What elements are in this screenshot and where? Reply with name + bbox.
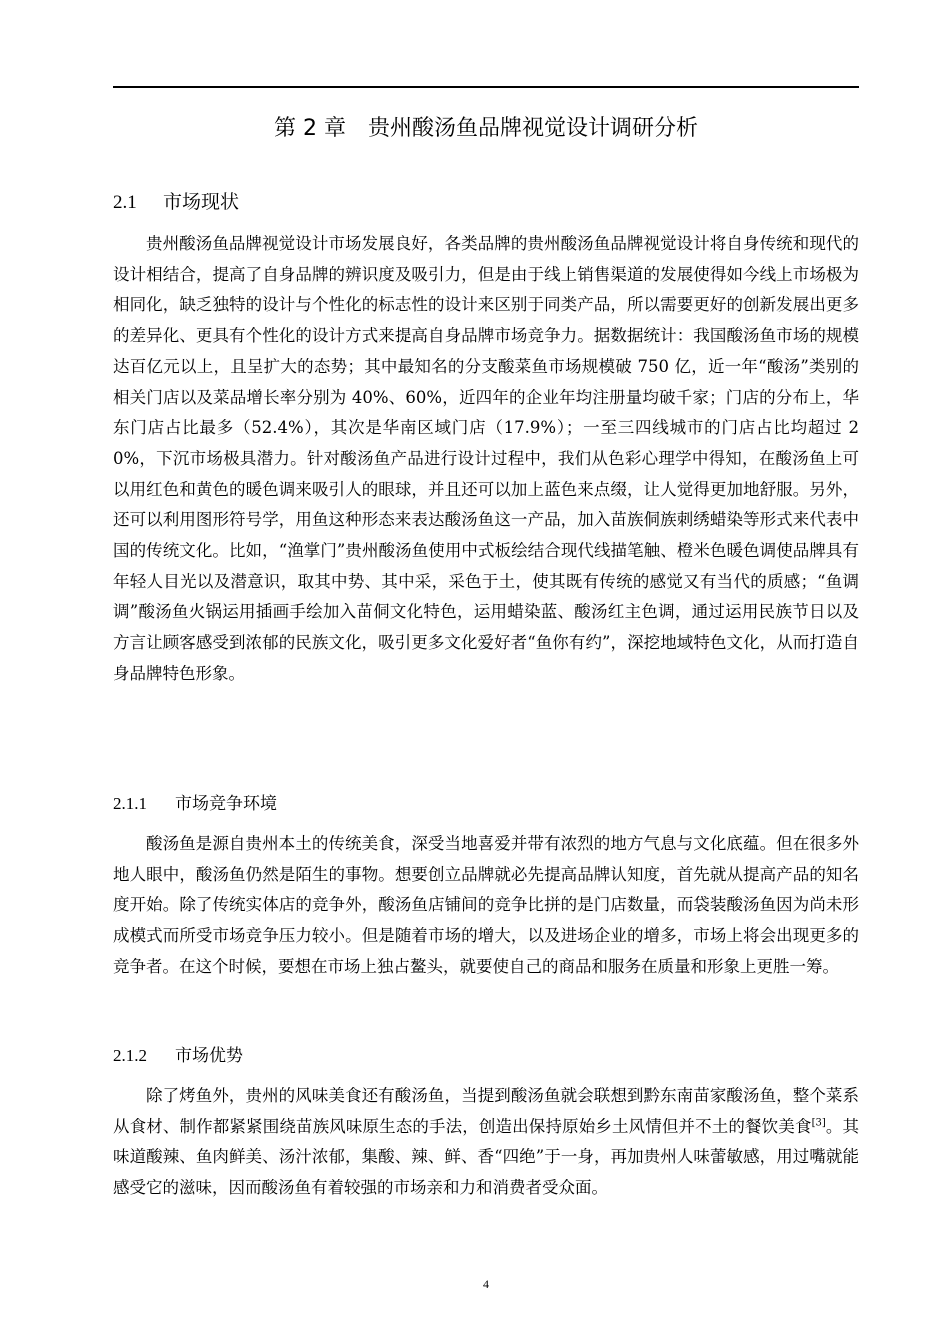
paragraph-market-status: 贵州酸汤鱼品牌视觉设计市场发展良好，各类品牌的贵州酸汤鱼品牌视觉设计将自身传统和现代的设计相结合，提高了自身品牌的辨识度及吸引力，但是由于线上销售渠道的发展使得如今线上市场极为相同化，缺乏独特的设计与个性化的标志性的设计来区别于同类产品，所以需要更好的创新发展出更多的差异化、更具有个性化的设计方式来提高自身品牌市场竞争力。据数据统计：我国酸汤鱼市场的规模达百亿元以上，且呈扩大的态势；其中最知名的分支酸菜鱼市场规模破 750 亿，近一年“酸汤”类别的相关门店以及菜品增长率分别为 40%、60%，近四年的企业年均注册量均破千家；门店的分布上，华东门店占比最多（52.4%），其次是华南区域门店（17.9%）；一至三四线城市的门店占比均超过 20%，下沉市场极具潜力。针对酸汤鱼产品进行设计过程中，我们从色彩心理学中得知，在酸汤鱼上可以用红色和黄色的暖色调来吸引人的眼球，并且还可以加上蓝色来点缀，让人觉得更加地舒服。另外，还可以利用图形符号学，用鱼这种形态来表达酸汤鱼这一产品，加入苗族侗族刺绣蜡染等形式来代表中国的传统文化。比如，“渔掌门”贵州酸汤鱼使用中式板绘结合现代线描笔触、橙米色暖色调使品牌具有年轻人目光以及潜意识，取其中势、其中采，采色于土，使其既有传统的感觉又有当代的质感；“鱼调调”酸汤鱼火锅运用插画手绘加入苗侗文化特色，运用蜡染蓝、酸汤红主色调，通过运用民族节日以及方言让顾客感受到浓郁的民族文化，吸引更多文化爱好者“鱼你有约”，深挖地域特色文化，从而打造自身品牌特色形象。	[113, 234, 859, 683]
section-number: 2.1	[113, 192, 137, 213]
section-heading-2-1-1	[113, 791, 277, 817]
paragraph-competition: 酸汤鱼是源自贵州本土的传统美食，深受当地喜爱并带有浓烈的地方气息与文化底蕴。但在很多外地人眼中，酸汤鱼仍然是陌生的事物。想要创立品牌就必先提高品牌认知度，首先就从提高产品的知名度开始。除了传统实体店的竞争外，酸汤鱼店铺间的竞争比拼的是门店数量，而袋装酸汤鱼因为尚未形成模式而所受市场竞争压力较小。但是随着市场的增大，以及进场企业的增多，市场上将会出现更多的竞争者。在这个时候，要想在市场上独占鳌头，就要使自己的商品和服务在质量和形象上更胜一筹。	[113, 834, 859, 976]
section-number: 2.1.2	[113, 1046, 147, 1065]
section-title: 市场竞争环境	[175, 794, 277, 814]
paragraph-text: 除了烤鱼外，贵州的风味美食还有酸汤鱼，当提到酸汤鱼就会联想到黔东南苗家酸汤鱼，整个菜系从食材、制作都紧紧围绕苗族风味原生态的手法，创造出保持原始乡土风情但并不土的餐饮美食	[113, 1086, 859, 1136]
page-number: 4	[483, 1277, 489, 1291]
paragraph-text: 。其味道酸辣、鱼肉鲜美、汤汁浓郁，集酸、辣、鲜、香“四绝”于一身，再加贵州人味蕾敏感，用过嘴就能感受它的滋味，因而酸汤鱼有着较强的市场亲和力和消费者受众面。	[113, 1116, 860, 1198]
section-title: 市场优势	[175, 1046, 243, 1066]
section-number: 2.1.1	[113, 794, 147, 813]
section-heading-2-1-2	[113, 1043, 243, 1069]
chapter-title: 第 2 章 贵州酸汤鱼品牌视觉设计调研分析	[274, 116, 698, 141]
section-heading-2-1	[113, 188, 239, 217]
paragraph-advantages	[113, 1081, 859, 1204]
header-rule	[113, 86, 859, 88]
section-title: 市场现状	[163, 191, 240, 213]
citation-mark: [3]	[811, 1117, 826, 1129]
